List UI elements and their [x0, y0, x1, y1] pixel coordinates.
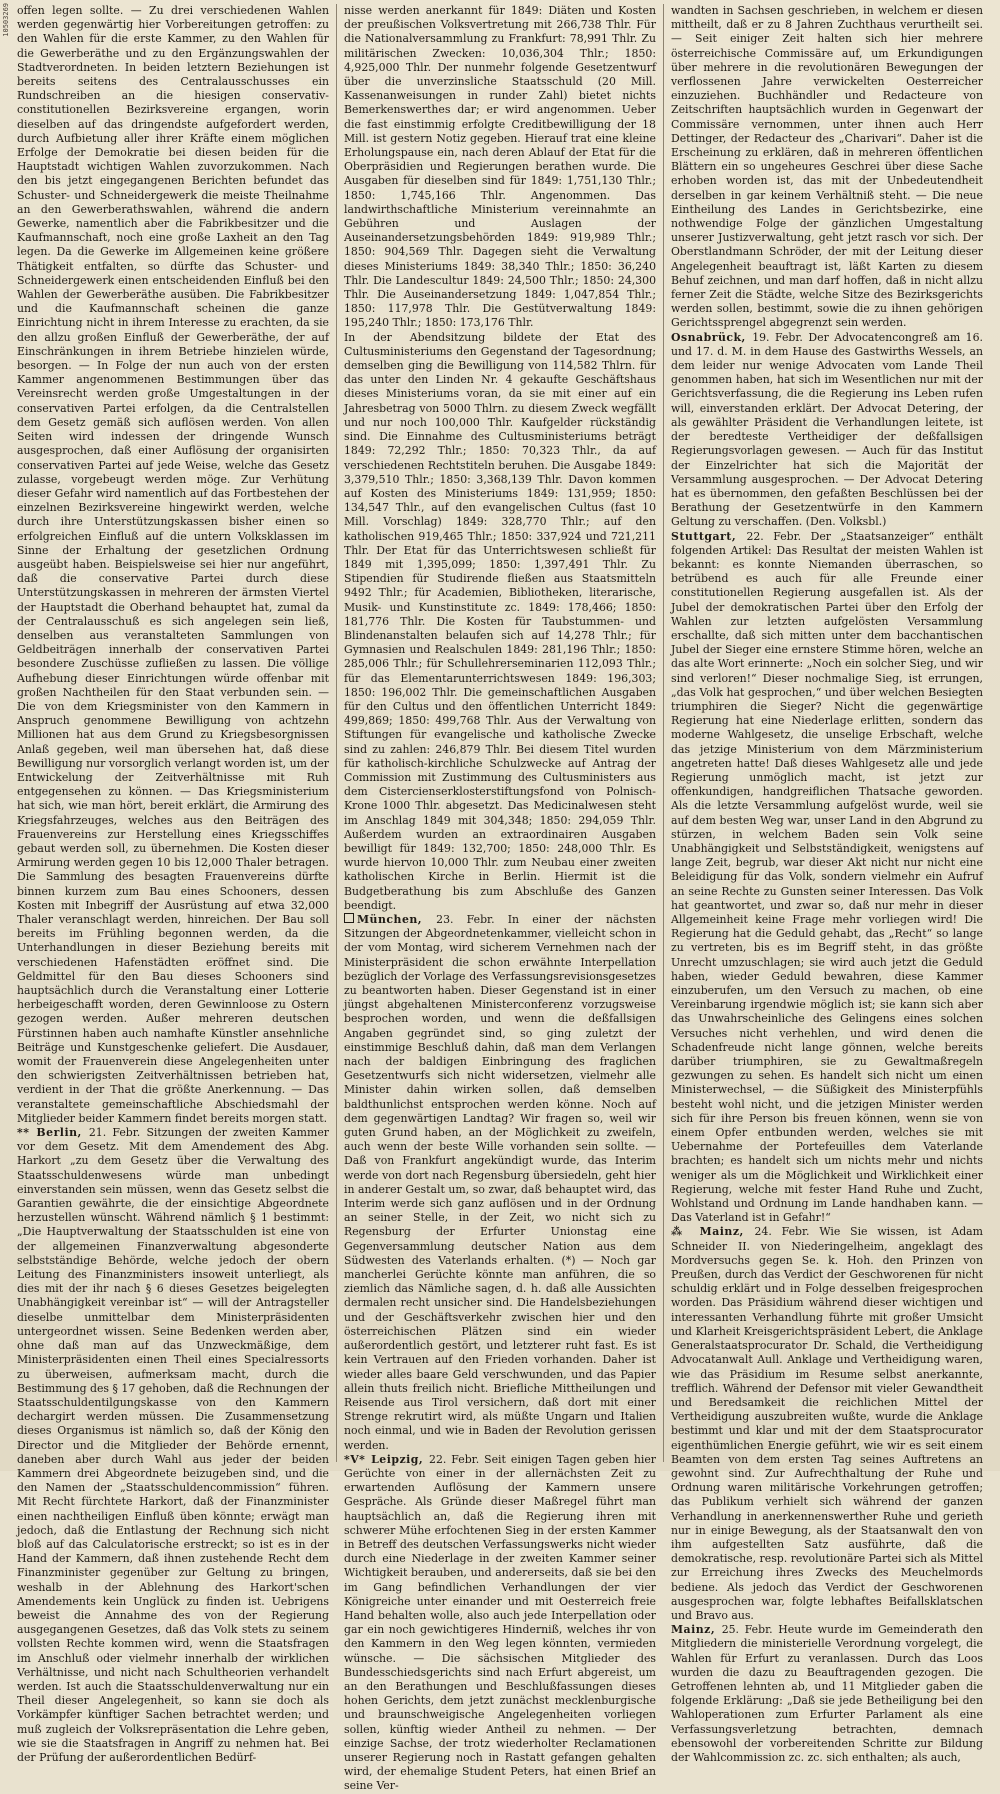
article-paragraph [671, 331, 983, 530]
column-right [663, 4, 990, 1764]
paragraph-text: 21. Febr. Sitzungen der zweiten Kammer vor dem Gesetz. Mit dem Amendement des Abg. Harkort „zu dem Gesetz über die Verwaltung des Staatsschuldenwesens würde man unbedingt einverstanden sein müssen, wenn das Gesetz selbst die Garantien gewährte, die der einsichtige Abgeordnete herzustellen wünscht. Während nämlich § 1 bestimmt: „Die Hauptverwaltung der Staatsschulden ist eine von der allgemeinen Finanzverwaltung abgesonderte selbstständige Behörde, welche jedoch der obern Leitung des Finanzministers insoweit unterliegt, als dies mit der ihr nach § 6 dieses Gesetzes beigelegten Unabhängigkeit vereinbar ist“ — will der Antragsteller dieselbe unmittelbar dem Ministerpräsidenten untergeordnet wissen. Seine Bedenken werden aber, ohne daß man auf das Unzweckmäßige, dem Ministerpräsidenten einen Theil eines Specialressorts zu überweisen, aufmerksam macht, durch die Bestimmung des § 17 gehoben, daß die Rechnungen der Staatsschuldentilgungskasse von den Kammern dechargirt werden müssen. Die Zusammensetzung dieses Organismus ist nämlich so, daß der König den Director und die Mitglieder der Behörde ernennt, daneben aber durch Wahl aus jeder der beiden Kammern drei Abgeordnete beizugeben sind, und die den Namen der „Staatsschuldencommission“ führen. Mit Recht fürchtete Harkort, daß der Finanzminister einen nachtheiligen Einfluß üben könnte; erwägt man jedoch, daß die Entlastung der Rechnung sich nicht bloß auf das Calculatorische erstreckt; so ist es in der Hand der Kammern, daß ihnen zustehende Recht dem Finanzminister gegenüber zur Geltung zu bringen, weshalb in der Ablehnung des Harkort'schen Amendements kein Unglück zu finden ist. Uebrigens beweist die Annahme des von der Regierung ausgegangenen Gesetzes, daß das Volk stets zu seinem vollsten Rechte kommen wird, wenn die Staatsfragen im Anschluß oder vielmehr innerhalb der wirklichen Verhältnisse, und nicht nach Schultheorien verhandelt werden. Ist auch die Staatsschuldenverwaltung nur ein Theil dieser Angelegenheit, so kann sie doch als Vorkämpfer künftiger Sachen betrachtet werden; und muß zugleich der Volksrepräsentation die Lehre geben, wie sie die Staatsfragen in Angriff zu nehmen hat. Bei der Prüfung der außerordentlichen Bedürf- [17, 1126, 329, 1764]
dateline: *V* Leipzig, [344, 1452, 430, 1466]
text-columns [10, 4, 990, 1793]
paragraph-text: 19. Febr. Der Advocatencongreß am 16. und 17. d. M. in dem Hause des Gastwirths Wessels, an dem leider nur wenige Advocaten vom Lande Theil genommen haben, hat sich im Wesentlichen nur mit der Gerichtsverfassung, die die Regierung ins Leben rufen will, einverstanden erklärt. Der Advocat Detering, der als gewählter Präsident die Verhandlungen leitete, ist der beredteste Vertheidiger der deßfallsigen Regierungsvorlagen gewesen. — Auch für das Institut der Einzelrichter hat sich die Majorität der Versammlung ausgesprochen. — Der Advocat Detering hat es übernommen, den gefaßten Beschlüssen bei der Berathung der Gesetzentwürfe in den Kammern Geltung zu verschaffen. (Den. Volksbl.) [671, 330, 984, 529]
article-paragraph [344, 331, 656, 913]
article-paragraph [17, 1126, 329, 1765]
dateline: Stuttgart, [671, 529, 747, 543]
paragraph-text: In der Abendsitzung bildete der Etat des Cultusministeriums den Gegenstand der Tagesordnung; demselben ging die Bewilligung von 114,582 Thlrn. für das unter den Linden Nr. 4 gekaufte Geschäftshaus dieses Ministeriums voran, da sie mit einer auf ein Jahresbetrag von 5000 Thlrn. zu diesem Zweck wegfällt und nur noch 100,000 Thlr. Kaufgelder rückständig sind. Die Einnahme des Cultusministeriums beträgt 1849: 72,292 Thlr.; 1850: 70,323 Thlr., da auf verschiedenen Rechtstiteln beruhen. Die Ausgabe 1849: 3,379,510 Thlr.; 1850: 3,368,139 Thlr. Davon kommen auf Kosten des Ministeriums 1849: 131,959; 1850: 134,547 Thlr., auf den evangelischen Cultus (fast 10 Mill. Vorschlag) 1849: 328,770 Thlr.; auf den katholischen 919,465 Thlr.; 1850: 337,924 und 721,211 Thlr. Der Etat für das Unterrichtswesen schließt für 1849 mit 1,395,099; 1850: 1,397,491 Thlr. Zu Stipendien für Studirende fließen aus Staatsmitteln 9492 Thlr.; für Academien, Bibliotheken, literarische, Musik- und Kunstinstitute zc. 1849: 178,466; 1850: 181,776 Thlr. Die Kosten für Taubstummen- und Blindenanstalten belaufen sich auf 14,278 Thlr.; für Gymnasien und Realschulen 1849: 281,196 Thlr.; 1850: 285,006 Thlr.; für Schullehrerseminarien 112,093 Thlr.; für das Elementarunterrichtswesen 1849: 196,303; 1850: 196,002 Thlr. Die gemeinschaftlichen Ausgaben für den Cultus und den öffentlichen Unterricht 1849: 499,869; 1850: 499,768 Thlr. Aus der Verwaltung von Stiftungen für evangelische und katholische Zwecke sind zu zahlen: 246,879 Thlr. Bei diesem Titel wurden für katholisch-kirchliche Schulzwecke auf Antrag der Commission mit Zustimmung des Cultusministers aus dem Cistercienserklosterstiftungsfond von Polnisch-Krone 1000 Thlr. abgesetzt. Das Medicinalwesen steht im Anschlag 1849 mit 304,348; 1850: 294,059 Thlr. Außerdem wurden an extraordinairen Ausgaben bewilligt für 1849: 132,700; 1850: 248,000 Thlr. Es wurde hiervon 10,000 Thlr. zum Neubau einer zweiten katholischen Kirche in Berlin. Hiermit ist die Budgetberathung bis zum Abschluße des Ganzen beendigt. [344, 330, 656, 912]
dateline: ** Berlin, [17, 1126, 89, 1140]
paragraph-text: 24. Febr. Wie Sie wissen, ist Adam Schneider II. von Niederingelheim, angeklagt des Mordversuchs gegen Se. k. Hoh. den Prinzen von Preußen, durch das Verdict der Geschworenen für nicht schuldig erklärt und in Folge desselben freigesprochen worden. Das Präsidium während dieser wichtigen und interessanten Verhandlung führte mit großer Umsicht und Klarheit Kreisgerichtspräsident Lebert, die Anklage Generalstaatsprocurator Dr. Schald, die Vertheidigung Advocatanwalt Aull. Anklage und Vertheidigung waren, wie das Präsidium im Resume selbst anerkannte, trefflich. Während der Defensor mit vieler Gewandtheit und Beredsamkeit die reichlichen Mittel der Vertheidigung auszubreiten wußte, wurde die Anklage bestimmt und klar und mit der dem Staatsprocurator eigenthümlichen Energie geführt, wie wir es seit einem Beamten von dem ersten Tag seines Auftretens an gewohnt sind. Zur Aufrechthaltung der Ruhe und Ordnung waren militärische Vorkehrungen getroffen; das Publikum verhielt sich während der ganzen Verhandlung in anerkennenswerther Ruhe und gerieth nur in einige Bewegung, als der Staatsanwalt den von ihm aufgestellten Satz ausführte, daß die demokratische, resp. revolutionäre Partei sich als Mittel zur Erreichung ihres Zwecks des Meuchelmords bediene. Als jedoch das Verdict der Geschworenen ausgesprochen war, folgte lebhaftes Beifallsklatschen und Bravo aus. [671, 1225, 984, 1622]
page-identifier: 10503269 [2, 3, 10, 37]
column-left [10, 4, 336, 1764]
paragraph-text: offen legen sollte. — Zu drei verschiedenen Wahlen werden gegenwärtig hier Vorbereitungen getroffen: zu den Wahlen für die erste Kammer, zu den Wahlen für die Gewerberäthe und zu den Ergänzungswahlen der Stadtverordneten. In beiden letztern Beziehungen ist bereits seitens des Centralausschusses ein Rundschreiben an die hiesigen conservativ-constitutionellen Bezirksvereine ergangen, worin dieselben auf das dringendste aufgefordert werden, durch Aufbietung aller ihrer Kräfte einem möglichen Erfolge der Demokratie bei diesen beiden für die Hauptstadt wichtigen Wahlen zuvorzukommen. Nach den bis jetzt eingegangenen Berichten befundet das Schuster- und Schneidergewerk die meiste Theilnahme an den Gewerberathswahlen, während die andern Gewerke, namentlich aber die Fabrikbesitzer und die Kaufmannschaft, noch eine große Laxheit an den Tag legen. Da die Gewerke im Allgemeinen keine größere Thätigkeit entfalten, so dürfte das Schuster- und Schneidergewerk einen entscheidenden Einfluß bei den Wahlen der Gewerberäthe ausüben. Die Fabrikbesitzer und die Kaufmannschaft scheinen die ganze Einrichtung nicht in ihrem Interesse zu erachten, da sie den allzu großen Einfluß der Gewerberäthe, der auf Einschränkungen in ihrem Betriebe hinzielen würde, besorgen. — In Folge der nun auch von der ersten Kammer angenommenen Bestimmungen über das Vereinsrecht werden große Umgestaltungen in der conservativen Partei erfolgen, da die Centralstellen dem Gesetz gemäß sich auflösen werden. Von allen Seiten wird indessen der dringende Wunsch ausgesprochen, daß einer Auflösung der organisirten conservativen Partei auf jede Weise, welche das Gesetz zulasse, vorgebeugt werden möge. Zur Verhütung dieser Gefahr wird namentlich auf das Fortbestehen der einzelnen Bezirksvereine hingewirkt werden, welche durch ihre Unterstützungskassen bisher einen so erfolgreichen Einfluß auf die untern Volksklassen im Sinne der Erhaltung der gesetzlichen Ordnung ausgeübt haben. Beispielsweise sei hier nur angeführt, daß die conservative Partei durch diese Unterstützungskassen in mehreren der ärmsten Viertel der Hauptstadt die Oberhand behauptet hat, zumal da der Centralausschuß es sich angelegen sein ließ, denselben aus veranstalteten Sammlungen von Geldbeiträgen innerhalb der conservativen Partei besondere Zuschüsse zufließen zu lassen. Die völlige Aufhebung dieser Einrichtungen würde offenbar mit großen Nachtheilen für den Staat verbunden sein. — Die von dem Kriegsminister von den Kammern in Anspruch genommene Bewilligung von achtzehn Millionen hat aus dem Grund zu Kriegsbesorgnissen Anlaß gegeben, weil man übersehen hat, daß diese Bewilligung nur vorsorglich verlangt worden ist, um der Entwickelung der Zeitverhältnisse mit Ruh entgegensehen zu können. — Das Kriegsministerium hat sich, wie man hört, bereit erklärt, die Armirung des Kriegsfahrzeuges, welches aus den Beiträgen des Frauenvereins zur Herstellung eines Kriegsschiffes gebaut werden soll, zu übernehmen. Die Kosten dieser Armirung werden gegen 10 bis 12,000 Thaler betragen. Die Sammlung des besagten Frauenvereins dürfte binnen kurzem zum Bau eines Schooners, dessen Kosten mit Inbegriff der Ausrüstung auf etwa 32,000 Thaler veranschlagt werden, hinreichen. Der Bau soll bereits im Frühling begonnen werden, da die Unterhandlungen in dieser Beziehung bereits mit verschiedenen Hafenstädten eröffnet sind. Die Geldmittel für den Bau dieses Schooners sind hauptsächlich durch die Veranstaltung einer Lotterie herbeigeschafft worden, deren Gewinnloose zu Ostern gezogen werden. Außer mehreren deutschen Fürstinnen haben auch namhafte Künstler ansehnliche Beiträge und Kunstgeschenke geliefert. Die Ausdauer, womit der Frauenverein diese Angelegenheiten unter den schwierigsten Zeitverhältnissen betrieben hat, verdient in der That die größte Anerkennung. — Das veranstaltete gemeinschaftliche Abschiedsmahl der Mitglieder beider Kammern findet bereits morgen statt. [17, 4, 329, 1125]
article-paragraph [671, 1225, 983, 1623]
paragraph-text: 25. Febr. Heute wurde im Gemeinderath den Mitgliedern die ministerielle Verordnung vorgelegt, die Wahlen für Erfurt zu veranlassen. Durch das Loos wurden die dazu zu Beauftragenden gezogen. Die Getroffenen lehnten ab, und 11 Mitglieder gaben die folgende Erklärung: „Daß sie jede Betheiligung bei den Wahloperationen zum Erfurter Parlament als eine Verfassungsverletzung betrachten, demnach ebensowohl der vorbereitenden Schritte zur Bildung der Wahlcommission zc. zc. sich enthalten; als auch, [671, 1623, 983, 1764]
article-paragraph [671, 4, 983, 331]
article-paragraph [671, 530, 983, 1226]
section-marker-icon [344, 913, 354, 923]
article-paragraph [344, 4, 656, 331]
paragraph-text: 23. Febr. In einer der nächsten Sitzungen der Abgeordnetenkammer, vielleicht schon in der vom Montag, wird sicherem Vernehmen nach der Ministerpräsident die schon erwähnte Interpellation bezüglich der Vorlage des Verfassungsrevisionsgesetzes zu beantworten haben. Dieser Gegenstand ist in einer jüngst abgehaltenen Ministerconferenz vorzugsweise besprochen worden, und wenn die deßfallsigen Angaben gegründet sind, so ging zuletzt der einstimmige Beschluß dahin, daß man dem Verlangen nach der baldigen Einbringung des fraglichen Gesetzentwurfs sich nicht widersetzen, vielmehr alle Minister dahin wirken sollen, daß demselben baldthunlichst entsprochen werden könne. Noch auf dem gegenwärtigen Landtag? Wir fragen so, weil wir guten Grund haben, an der Möglichkeit zu zweifeln, auch wenn der beste Wille vorhanden sein sollte. — Daß von Frankfurt angekündigt wurde, das Interim werde von dort nach Regensburg übersiedeln, geht hier in anderer Gestalt um, so zwar, daß behauptet wird, das Interim werde sich ganz auflösen und in der Ordnung an seiner Stelle, in der Zeit, wo nicht sich zu Regensburg der Erfurter Unionstag eine Gegenversammlung deutscher Nation aus dem Südwesten des Vaterlands erhalten. (*) — Noch gar mancherlei Gerüchte könnte man anführen, die so ziemlich das Nämliche sagen, d. h. daß alle Aussichten dermalen recht unsicher sind. Die Handelsbeziehungen und der Geschäftsverkehr zwischen hier und den österreichischen Plätzen sind ein wieder außerordentlich gestört, und letzterer ruht fast. Es ist kein Vertrauen auf den Frieden vorhanden. Daher ist wieder alles baare Geld verschwunden, und das Papier allein thuts freilich nicht. Briefliche Mittheilungen und Reisende aus Tirol versichern, daß dort mit einer Strenge rekrutirt wird, als müßte Ungarn und Italien noch einmal, und wie in Baden der Revolution gerissen werden. [344, 913, 656, 1452]
article-paragraph [671, 1623, 983, 1765]
paragraph-text: 22. Febr. Seit einigen Tagen geben hier Gerüchte von einer in der allernächsten Zeit zu erwartenden Auflösung der Kammern unsere Gespräche. Als Gründe dieser Maßregel führt man hauptsächlich an, daß die Regierung ihren mit schwerer Mühe erfochtenen Sieg in der ersten Kammer in Betreff des deutschen Verfassungswerks nicht wieder durch eine Niederlage in der zweiten Kammer seiner Wichtigkeit berauben, und andererseits, daß sie bei den im Gang befindlichen Verhandlungen der vier Königreiche unter einander und mit Oesterreich freie Hand behalten wolle, also auch jede Interpellation oder gar ein noch gewichtigeres Hinderniß, welches ihr von den Kammern in den Weg legen könnten, vermieden wünsche. — Die sächsischen Mitglieder des Bundesschiedsgerichts sind nach Erfurt abgereist, um an den Berathungen und Beschlußfassungen dieses hohen Gerichts, dem jetzt zunächst mecklenburgische und braunschweigische Angelegenheiten vorliegen sollen, künftig wieder Antheil zu nehmen. — Der einzige Sachse, der trotz wiederholter Reclamationen unserer Regierung noch in Rastatt gefangen gehalten wird, der ehemalige Student Peters, hat einen Brief an seine Ver- [344, 1452, 656, 1793]
paragraph-text: nisse werden anerkannt für 1849: Diäten und Kosten der preußischen Volksvertretung mit 266,738 Thlr. Für die Nationalversammlung zu Frankfurt: 78,991 Thlr. Zu militärischen Zwecken: 10,036,304 Thlr.; 1850: 4,925,000 Thlr. Der nunmehr folgende Gesetzentwurf über die unverzinsliche Staatsschuld (20 Mill. Kassenanweisungen in runder Zahl) bietet nichts Bemerkenswerthes dar; er wird angenommen. Ueber die fast einstimmig erfolgte Creditbewilligung der 18 Mill. ist gestern Notiz gegeben. Hierauf trat eine kleine Erholungspause ein, nach deren Ablauf der Etat für die Oberpräsidien und Regierungen berathen wurde. Die Ausgaben für dieselben sind für 1849: 1,751,130 Thlr.; 1850: 1,745,166 Thlr. Angenommen. Das landwirthschaftliche Ministerium vereinnahmte an Gebühren und Auslagen der Auseinandersetzungsbehörden 1849: 919,989 Thlr.; 1850: 904,569 Thlr. Dagegen sieht die Verwaltung dieses Ministeriums 1849: 38,340 Thlr.; 1850: 36,240 Thlr. Die Landescultur 1849: 24,500 Thlr.; 1850: 24,300 Thlr. Die Auseinandersetzung 1849: 1,047,854 Thlr.; 1850: 117,978 Thlr. Die Gestütverwaltung 1849: 195,240 Thlr.; 1850: 173,176 Thlr. [344, 4, 656, 330]
article-paragraph [17, 4, 329, 1126]
dateline: Osnabrück, [671, 330, 753, 344]
article-paragraph [344, 913, 656, 1453]
dateline: München, [357, 913, 437, 926]
dateline: Mainz, [671, 1623, 722, 1637]
dateline: ⁂ Mainz, [671, 1225, 755, 1239]
column-middle [336, 4, 663, 1793]
paragraph-text: 22. Febr. Der „Staatsanzeiger“ enthält folgenden Artikel: Das Resultat der meisten Wahlen ist bekannt: es konnte Niemanden überraschen, so betrübend es auch für alle Freunde einer constitutionellen Regierung ausgefallen ist. Als der Jubel der demokratischen Partei über den Erfolg der Wahlen zur letzten aufgelösten Versammlung erschallte, daß sich mitten unter dem bacchantischen Jubel der Sieger eine ernstere Stimme hören, welche an das alte Wort erinnerte: „Noch ein solcher Sieg, und wir sind verloren!“ Dieser nochmalige Sieg, ist errungen, „das Volk hat gesprochen,“ und über welchen Besiegten triumphiren die Sieger? Nicht die gegenwärtige Regierung hat eine Niederlage erlitten, sondern das moderne Wahlgesetz, die unselige Erbschaft, welche das jetzige Ministerium von dem Märzministerium angetreten hatte! Daß dieses Wahlgesetz alle und jede Regierung unmöglich macht, ist jetzt zur offenkundigen, handgreiflichen Thatsache geworden. Als die letzte Versammlung aufgelöst wurde, weil sie auf dem besten Weg war, unser Land in den Abgrund zu stürzen, in welchem Baden sein Volk seine Unabhängigkeit und Selbstständigkeit, wenigstens auf lange Zeit, begrub, war dieser Akt nicht nur nicht eine Beleidigung für das Volk, sondern vielmehr ein Aufruf an seine Rechte zu Gunsten seiner Interessen. Das Volk hat geantwortet, und zwar so, daß nur mehr in dieser Allgemeinheit keine Frage mehr vorliegen wird! Die Regierung hat die Geduld gehabt, das „Recht“ so lange zu vertreten, bis es im Begriff steht, in das größte Unrecht umzuschlagen; sie wird auch jetzt die Geduld haben, wieder Geduld bewahren, diese Kammer einzuberufen, um den Versuch zu machen, ob eine Vereinbarung irgendwie möglich ist; sie kann sich aber das Unwahrscheinliche des Gelingens eines solchen Versuches nicht verhehlen, und wird denen die Schadenfreude nicht lange gönnen, welche bereits darüber triumphiren, sie zu Gewaltmaßregeln gezwungen zu sehen. Es handelt sich nicht um einen Ministerwechsel, — die Süßigkeit des Ministerpfühls besteht wohl nicht, und die jetzigen Minister werden sich für ihre Person bis freuen können, wenn sie von einem Opfer entbunden werden, welches sie mit Uebernahme der Portefeuilles dem Vaterlande brachten; es handelt sich um nichts mehr und nichts weniger als um die Möglichkeit und Wirklichkeit einer Regierung, welche mit fester Hand Ruhe und Zucht, Wohlstand und Ordnung im Lande handhaben kann. — Das Vaterland ist in Gefahr!“ [671, 529, 983, 1225]
paragraph-text: wandten in Sachsen geschrieben, in welchem er diesen mittheilt, daß er zu 8 Jahren Zuchthaus verurtheilt sei. — Seit einiger Zeit halten sich hier mehrere österreichische Commissäre auf, um Erkundigungen über mehrere in die revolutionären Bewegungen der verflossenen Jahre verwickelten Oesterreicher einzuziehen. Buchhändler und Redacteure von Zeitschriften hauptsächlich wurden in Gegenwart der Commissäre vernommen, unter ihnen auch Herr Dettinger, der Redacteur des „Charivari“. Daher ist die Erscheinung zu erklären, daß in mehreren öffentlichen Blättern ein so ungeheures Geschrei über diese Sache erhoben worden ist, das mit der Unbedeutendheit derselben in gar keinem Verhältniß steht. — Die neue Eintheilung des Landes in Gerichtsbezirke, eine nothwendige Folge der gänzlichen Umgestaltung unserer Justizverwaltung, geht jetzt rasch vor sich. Der Oberstlandmann Schröder, der mit der Leitung dieser Angelegenheit beauftragt ist, läßt Karten zu diesem Behuf zeichnen, und man darf hoffen, daß in nicht allzu ferner Zeit die Städte, welche Sitze des Bezirksgerichts werden sollen, bestimmt, sowie die zu ihnen gehörigen Gerichtssprengel abgegrenzt sein werden. [671, 4, 983, 330]
article-paragraph [344, 1453, 656, 1794]
